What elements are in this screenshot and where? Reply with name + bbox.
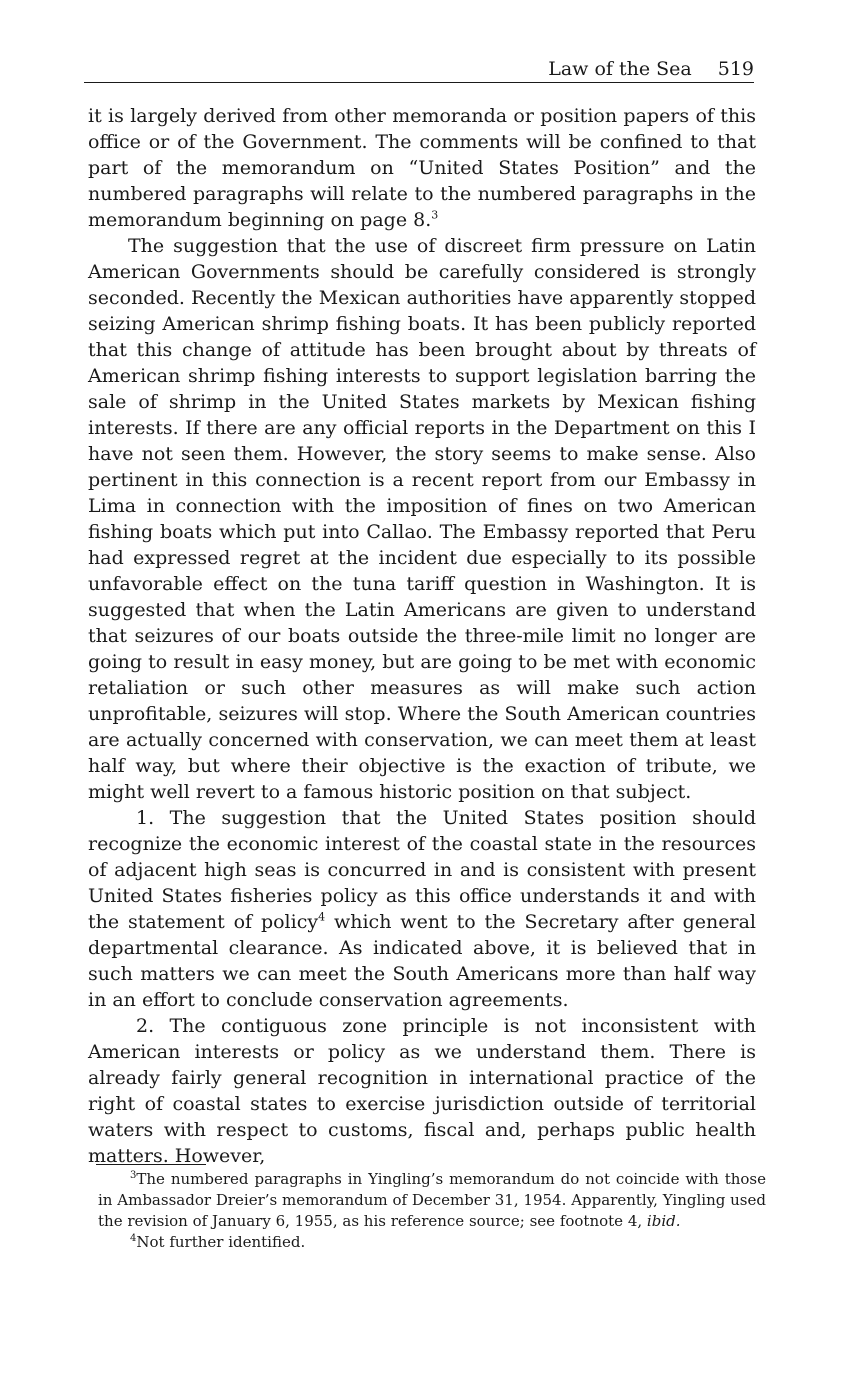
paragraph-text: which went to the Secretary after general departmental clearance. As indicated above, it is believed that in such matters we can meet the South Americans more than half way in an effort to conclude conservation agreements. bbox=[88, 911, 756, 1011]
paragraph-text: 2. The contiguous zone principle is not inconsistent with American interests or policy as we understand them. There is already fairly general recognition in international practice of the right of coastal states to exercise jurisdiction outside of territorial waters with respect to customs, fiscal and, perhaps public health matters. However, bbox=[88, 1015, 756, 1167]
page-number: 519 bbox=[717, 58, 754, 80]
paragraph-text: The suggestion that the use of discreet firm pressure on Latin American Governments should be carefully considered is strongly seconded. Recently the Mexican authorities have apparently stopped seizing American shrimp fishing boats. It has been publicly reported that this change of attitude has been brought about by threats of American shrimp fishing interests to support legislation barring the sale of shrimp in the United States markets by Mexican fishing interests. If there are any official reports in the Department on this I have not seen them. However, the story seems to make sense. Also pertinent in this connection is a recent report from our Embassy in Lima in connection with the imposition of fines on two American fishing boats which put into Callao. The Embassy reported that Peru had expressed regret at the incident due especially to its possible unfavorable effect on the tuna tariff question in Washington. It is suggested that when the Latin Americans are given to understand that seizures of our boats outside the three-mile limit no longer are going to result in easy money, but are going to be met with economic retaliation or such other measures as will make such action unprofitable, seizures will stop. Where the South American countries are actually concerned with conservation, we can meet them at least half way, but where their objective is the exaction of tribute, we might well revert to a famous historic position on that subject. bbox=[88, 235, 756, 803]
running-header bbox=[84, 56, 754, 83]
running-header-title: Law of the Sea bbox=[548, 58, 692, 80]
footnote-text: The numbered paragraphs in Yingling’s memorandum do not coincide with those in Ambassador Dreier’s memorandum of December 31, 1954. Apparently, Yingling used the revision of January 6, 1955, as his reference source; see footnote 4, bbox=[98, 1170, 766, 1230]
footnote-reference-4: 4 bbox=[318, 910, 326, 924]
footnote-marker: 3 bbox=[130, 1170, 137, 1181]
body-text bbox=[88, 103, 756, 1169]
paragraph-continued bbox=[88, 103, 756, 233]
footnote-reference-3: 3 bbox=[431, 208, 439, 222]
footnote-text: Not further identified. bbox=[136, 1233, 306, 1251]
paragraph-discreet-pressure bbox=[88, 233, 756, 805]
footnote-marker: 4 bbox=[130, 1233, 137, 1244]
paragraph-text: it is largely derived from other memoranda or position papers of this office or of the Government. The comments will be confined to that part of the memorandum on “United States Position” and the numbered paragraphs will relate to the numbered paragraphs in the memorandum beginning on page 8. bbox=[88, 105, 756, 231]
paragraph-text: 1. The suggestion that the United States position should recognize the economic interest of the coastal state in the resources of adjacent high seas is concurred in and is consistent with present United States fisheries policy as this office understands it and with the statement of policy bbox=[88, 807, 756, 933]
paragraph-numbered-2 bbox=[88, 1013, 756, 1169]
footnote-3 bbox=[98, 1169, 766, 1232]
footnotes bbox=[98, 1169, 766, 1253]
paragraph-numbered-1 bbox=[88, 805, 756, 1013]
footnote-ibid: ibid. bbox=[646, 1212, 681, 1230]
footnote-divider bbox=[96, 1164, 206, 1165]
footnote-4 bbox=[98, 1232, 766, 1253]
